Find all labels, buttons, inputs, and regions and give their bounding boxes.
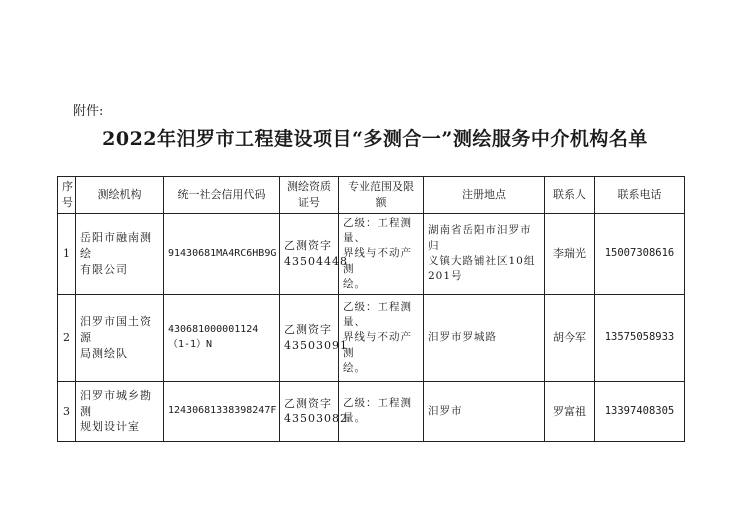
row-qualification: 乙测资字 43503091: [280, 294, 339, 381]
table-row: [58, 294, 685, 381]
header-credit-code: 统一社会信用代码: [164, 177, 280, 214]
row-address: 汨罗市: [424, 381, 545, 441]
document-title: 2022年汨罗市工程建设项目“多测合一”测绘服务中介机构名单: [102, 128, 648, 150]
row-agency: 汨罗市城乡勘测 规划设计室: [76, 381, 164, 441]
row-agency: 岳阳市融南测绘 有限公司: [76, 213, 164, 294]
row-phone: 13397408305: [595, 381, 685, 441]
header-phone: 联系电话: [595, 177, 685, 214]
row-scope: 乙级：工程测量。: [339, 381, 424, 441]
row-num: 3: [58, 381, 76, 441]
row-phone: 15007308616: [595, 213, 685, 294]
row-credit-code: 12430681338398247F: [164, 381, 280, 441]
header-agency: 测绘机构: [76, 177, 164, 214]
row-agency: 汨罗市国土资源 局测绘队: [76, 294, 164, 381]
row-credit-code: 430681000001124 （1-1）N: [164, 294, 280, 381]
header-num: 序 号: [58, 177, 76, 214]
row-qualification: 乙测资字 43504448: [280, 213, 339, 294]
row-contact: 罗富祖: [545, 381, 595, 441]
row-address: 湖南省岳阳市汨罗市归 义镇大路铺社区10组 201号: [424, 213, 545, 294]
row-scope: 乙级：工程测量、 界线与不动产测 绘。: [339, 213, 424, 294]
header-scope: 专业范围及限额: [339, 177, 424, 214]
header-qualification: 测绘资质 证号: [280, 177, 339, 214]
row-scope: 乙级：工程测量、 界线与不动产测 绘。: [339, 294, 424, 381]
row-contact: 李瑞光: [545, 213, 595, 294]
row-contact: 胡今军: [545, 294, 595, 381]
row-address: 汨罗市罗城路: [424, 294, 545, 381]
agency-table: [57, 176, 685, 442]
table-row: [58, 381, 685, 441]
row-qualification: 乙测资字 43503082: [280, 381, 339, 441]
attachment-label: 附件:: [73, 104, 104, 119]
row-num: 1: [58, 213, 76, 294]
table-header-row: [58, 177, 685, 214]
header-contact: 联系人: [545, 177, 595, 214]
header-address: 注册地点: [424, 177, 545, 214]
row-credit-code: 91430681MA4RC6HB9G: [164, 213, 280, 294]
table-row: [58, 213, 685, 294]
row-num: 2: [58, 294, 76, 381]
row-phone: 13575058933: [595, 294, 685, 381]
